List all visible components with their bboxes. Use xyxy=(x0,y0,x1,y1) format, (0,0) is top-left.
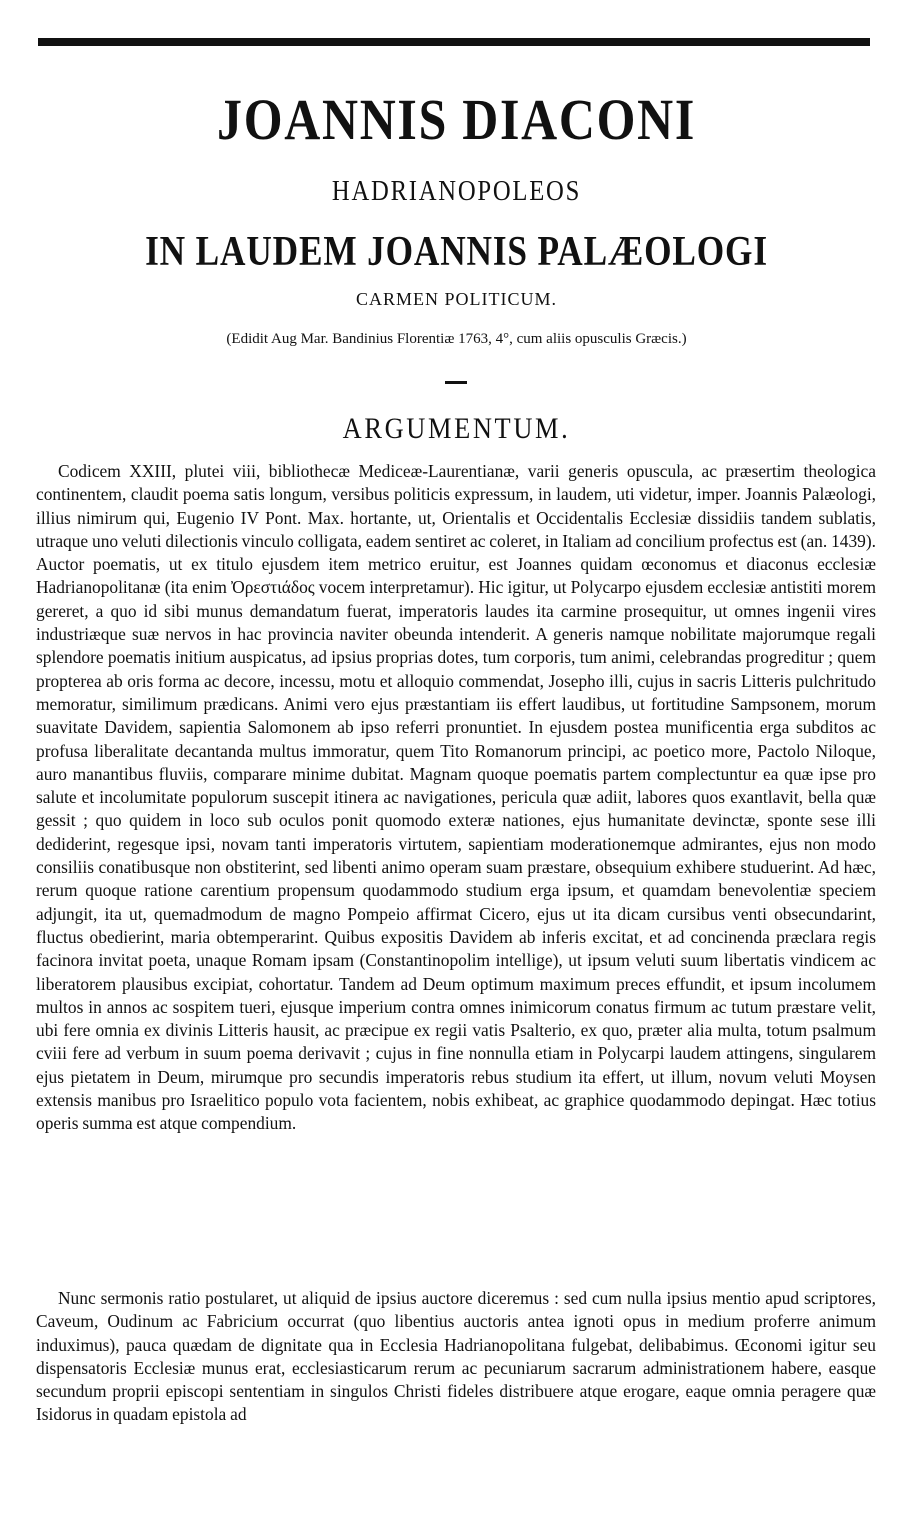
paragraph: Codicem XXIII, plutei viii, bibliothecæ Mediceæ-Laurentianæ, varii generis opuscula, ac præsertim theologica continentem, claudit poema satis longum, versibus politicis expressum, in laudem, uti videtur, imper. Joannis Palæologi, illius nimirum qui, Eugenio IV Pont. Max. hortante, ut, Orientalis et Occidentalis Ecclesiæ dissidiis tandem sublatis, utraque uno veluti dilectionis vinculo colligata, eadem sentiret ac coleret, in Italiam ad concilium profectus est (an. 1439). Auctor poematis, ut ex titulo ejusdem item metrico eruitur, est Joannes quidam œconomus et diaconus ecclesiæ Hadrianopolitanæ (ita enim Ὀρεστιάδος vocem interpretamur). Hic igitur, ut Polycarpo ejusdem ecclesiæ antistiti morem gereret, a quo id sibi munus demandatum fuerat, imperatoris laudes ita carmine prosequitur, ut omnes ingenii vires industriæque suæ nervos in hac provincia naviter obeunda intenderit. A generis namque nobilitate majorumque regali splendore poematis initium auspicatus, ad ipsius proprias dotes, tum corporis, tum animi, celebrandas progreditur ; quem propterea ab oris forma ac decore, incessu, motu et alloquio commendat, Josepho illi, cujus in sacris Litteris pulchritudo memoratur, similimum prædicans. Animi vero ejus præstantiam iis effert laudibus, ut fortitudine Sampsonem, morum suavitate Davidem, sapientia Salomonem ab ipso referri pronuntiet. In ejusdem postea munificentia erga subditos ac profusa liberalitate decantanda multus immoratur, quem Tito Romanorum principi, ac poetico more, Pactolo Niloque, auro manantibus fluviis, comparare minime dubitat. Magnam quoque poematis partem complectuntur ea quæ ipse pro salute et incolumitate populorum suscepit itinera ac navigationes, pericula quæ adiit, labores quos exantlavit, bella quæ gessit ; quo quidem in loco sub oculos ponit quomodo exteræ nationes, ejus humanitate devinctæ, sponte sese illi dediderint, regesque ipsi, novam tanti imperatoris virtutem, sapientiam moderationemque admirantes, ejus non modo consiliis conatibusque non obstiterint, sed libenti animo operam suam præstare, obsequium exhibere studuerint. Ad hæc, rerum quoque ratione carentium propensum quodammodo studium erga ipsum, et quamdam benevolentiæ speciem adjungit, ita ut, quemadmodum de magno Pompeio affirmat Cicero, ejus ut ita dicam cursibus venti obsecundarint, fluctus obedierint, maria obtemperarint. Quibus expositis Davidem ab inferis excitat, et ad concinenda præclara regis facinora invitat poeta, unaque Romam ipsam (Constantinopolim intellige), ut ipsum veluti suum libertatis vindicem ac liberatorem plausibus excipiat, cohortatur. Tandem ad Deum optimum maximum preces effundit, et ipsum incolumem multos in annos ac sospitem tueri, ejusque imperium contra omnes inimicorum conatus firmum ac tutum præstare velit, ubi fere omnia ex divinis Litteris hausit, ac præcipue ex regii vatis Psalterio, ex quo, præter alia multa, totum psalmum cviii fere ad verbum in suum poema derivavit ; cujus in fine nonnulla etiam in Polycarpi laudem attingens, singularem ejus pietatem in Deum, mirumque pro secundis imperatoris rebus studium ita effert, ut illum, novum veluti Moysen extensis manibus pro Israelitico populo vota facientem, nobis exhibeat, ac graphice quodammodo depingat. Hæc totius operis summa est atque compendium. xyxy=(36,461,876,1134)
title-line-3: IN LAUDEM JOANNIS PALÆOLOGI xyxy=(145,229,768,275)
edition-note: (Edidit Aug Mar. Bandinius Florentiæ 1763, 4°, cum aliis opusculis Græcis.) xyxy=(226,331,687,347)
title-line-2: HADRIANOPOLEOS xyxy=(331,176,582,207)
section-heading: ARGUMENTUM. xyxy=(342,412,571,445)
title-line-4: CARMEN POLITICUM. xyxy=(355,289,557,309)
page-title: JOANNIS DIACONI xyxy=(217,87,696,152)
top-rule xyxy=(38,38,870,46)
paragraph: Nunc sermonis ratio postularet, ut aliquid de ipsius auctore diceremus : sed cum nulla ipsius mentio apud scriptores, Caveum, Oudinum ac Fabricium occurrat (quo libentius auctoris antea ignoti opus in medium proferre animum induximus), pauca quædam de dignitate qua in Ecclesia Hadrianopolitana fulgebat, delibabimus. Œconomi igitur seu dispensatoris Ecclesiæ munus erat, ecclesiasticarum rerum ac pecuniarum sacrarum administrationem habere, easque secundum proprii episcopi sententiam in singulos Christi fideles distribuere atque erogare, eaque omnia peragere quæ Isidorus in quadam epistola ad xyxy=(36,1288,876,1425)
divider xyxy=(445,381,467,384)
